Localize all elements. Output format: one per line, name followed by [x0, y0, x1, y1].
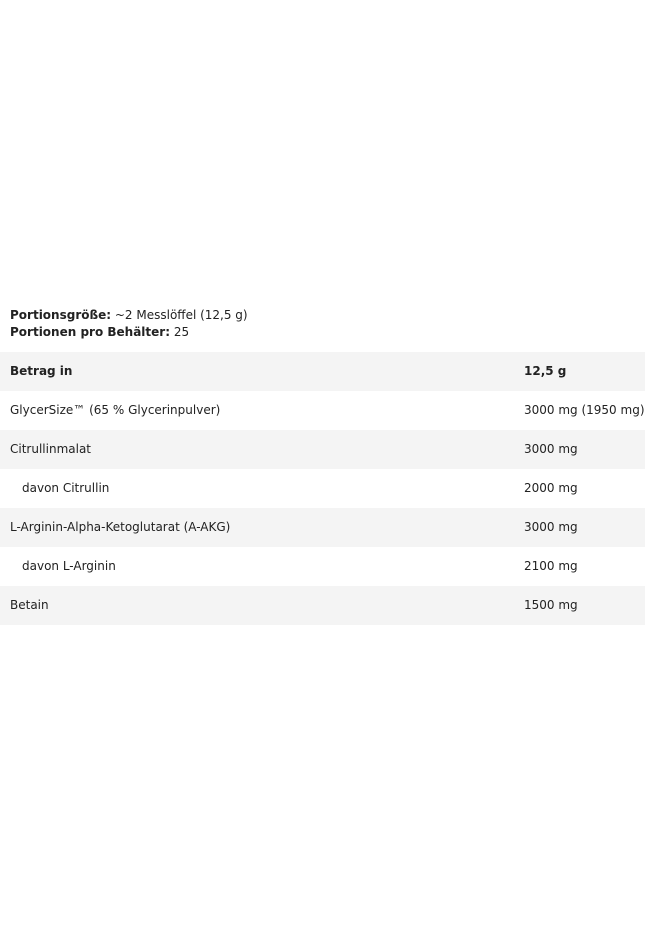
nutrition-table	[0, 352, 645, 625]
serving-size-value: ~2 Messlöffel (12,5 g)	[111, 308, 248, 322]
ingredient-name: davon Citrullin	[22, 481, 110, 495]
serving-info	[10, 307, 248, 341]
servings-per-container-line	[10, 324, 248, 341]
ingredient-name: Betain	[10, 598, 49, 612]
ingredient-name: GlycerSize™ (65 % Glycerinpulver)	[10, 403, 221, 417]
header-name: Betrag in	[10, 364, 73, 378]
ingredient-amount: 1500 mg	[524, 598, 578, 612]
ingredient-amount: 2100 mg	[524, 559, 578, 573]
header-amount: 12,5 g	[524, 364, 567, 378]
ingredient-name: Citrullinmalat	[10, 442, 91, 456]
table-row	[0, 586, 645, 625]
ingredient-name: L-Arginin-Alpha-Ketoglutarat (A-AKG)	[10, 520, 231, 534]
serving-size-line	[10, 307, 248, 324]
table-row	[0, 469, 645, 508]
table-row	[0, 547, 645, 586]
ingredient-amount: 3000 mg (1950 mg)	[524, 403, 645, 417]
table-row	[0, 391, 645, 430]
table-header-row	[0, 352, 645, 391]
servings-per-container-value: 25	[170, 325, 190, 339]
table-row	[0, 430, 645, 469]
ingredient-name: davon L-Arginin	[22, 559, 116, 573]
ingredient-amount: 3000 mg	[524, 442, 578, 456]
ingredient-amount: 2000 mg	[524, 481, 578, 495]
serving-size-label: Portionsgröße:	[10, 308, 112, 322]
table-row	[0, 508, 645, 547]
servings-per-container-label: Portionen pro Behälter:	[10, 325, 171, 339]
ingredient-amount: 3000 mg	[524, 520, 578, 534]
